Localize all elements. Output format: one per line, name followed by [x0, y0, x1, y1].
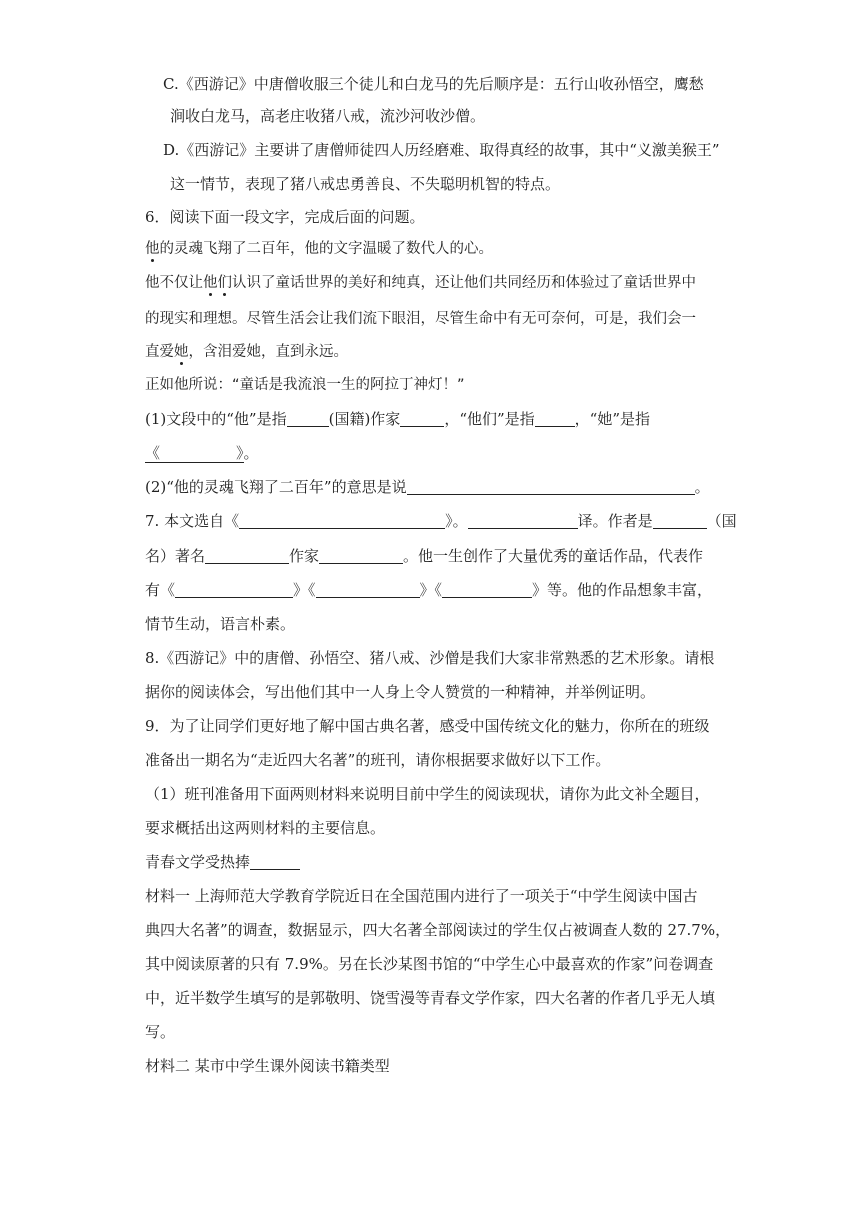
answer-blank[interactable]: [175, 581, 293, 598]
q7-text-c: 译。作者是: [577, 512, 653, 530]
q9-material1-line2: 典四大名著”的调查，数据显示，四大名著全部阅读过的学生仅占被调查人数的 27.7%，: [145, 921, 731, 939]
answer-blank[interactable]: [287, 410, 329, 427]
period: 。: [694, 478, 710, 496]
q6-passage-line1: [145, 239, 493, 259]
q6-sub1-line1: [145, 409, 650, 429]
q9-material1-line4: 中，近半数学生填写的是郭敬明、饶雪漫等青春文学作家，四大名著的作者几乎无人填: [145, 989, 716, 1007]
answer-blank[interactable]: [442, 581, 532, 598]
q6-sub1-line2: [145, 443, 259, 463]
q6-sub1-text-d: ，“她”是指: [574, 410, 650, 428]
q6-passage-line1-text: 的灵魂飞翔了二百年，他的文字温暖了数代人的心。: [159, 241, 493, 257]
q7-text-e: 名）著名: [145, 547, 206, 565]
q9-material2-line: 材料二 某市中学生课外阅读书籍类型: [145, 1057, 390, 1075]
q6-passage-line4: [145, 342, 348, 362]
q9-material1-line1: 材料一 上海师范大学教育学院近日在全国范围内进行了一项关于“中学生阅读中国古: [145, 887, 698, 905]
q9-material1-line3: 其中阅读原著的只有 7.9%。另在长沙某图书馆的“中学生心中最喜欢的作家”问卷调查: [145, 955, 714, 973]
answer-blank[interactable]: [316, 581, 420, 598]
answer-blank[interactable]: [319, 547, 403, 564]
answer-blank[interactable]: [653, 512, 707, 529]
q6-passage-line2-a: 他不仅让: [145, 275, 203, 291]
q8-line1: 8.《西游记》中的唐僧、孙悟空、猪八戒、沙僧是我们大家非常熟悉的艺术形象。请根: [145, 649, 715, 667]
q6-passage-line4-a: 直爱: [145, 344, 174, 360]
emphasis-ta2: 她: [174, 344, 189, 360]
q7-text-k: 》等。他的作品想象丰富，: [532, 581, 713, 599]
q8-line2: 据你的阅读体会，写出他们其中一人身上令人赞赏的一种精神，并举例证明。: [145, 683, 656, 701]
q7-text-g: 。他一生创作了大量优秀的童话作品，代表作: [403, 547, 704, 565]
q9-title-text: 青春文学受热捧: [145, 853, 251, 871]
q7-text-h: 有《: [145, 581, 176, 599]
answer-blank[interactable]: [468, 512, 578, 529]
q9-material1-line5: 写。: [145, 1023, 176, 1041]
q9-title-line: [145, 852, 300, 872]
q6-passage-line2: [145, 273, 696, 293]
q7-text-i: 》《: [293, 581, 316, 599]
q6-passage-line2-b: 认识了童话世界的美好和纯真，还让他们共同经历和体验过了童话世界中: [232, 275, 696, 291]
q5-option-d-line2: 这一情节，表现了猪八戒忠勇善良、不失聪明机智的特点。: [170, 175, 561, 193]
q6-sub2: [145, 477, 710, 497]
q7-text-b: 》。: [445, 512, 468, 530]
emphasis-he: 他: [145, 241, 160, 257]
book-title-blank[interactable]: [145, 444, 244, 463]
answer-blank[interactable]: [239, 512, 445, 529]
answer-blank[interactable]: [400, 410, 444, 427]
q7-text-f: 作家: [289, 547, 320, 565]
q7-line3: [145, 580, 712, 600]
q6-sub1-text-c: ，“他们”是指: [444, 410, 535, 428]
close-bracket: 》: [236, 444, 244, 462]
q9-sub1-line2: 要求概括出这两则材料的主要信息。: [145, 819, 386, 837]
emphasis-men: 们: [217, 275, 232, 291]
answer-blank[interactable]: [205, 547, 289, 564]
q6-sub1-text-b: (国籍)作家: [328, 410, 401, 428]
q7-text-j: 》《: [419, 581, 443, 599]
q7-text-a: 7. 本文选自《: [145, 512, 240, 530]
q6-stem: 6．阅读下面一段文字，完成后面的问题。: [145, 208, 425, 226]
q9-line1: 9．为了让同学们更好地了解中国古典名著，感受中国传统文化的魅力，你所在的班级: [145, 717, 710, 735]
answer-blank[interactable]: [250, 853, 300, 870]
q7-line1: [145, 511, 737, 531]
answer-blank[interactable]: [407, 478, 695, 495]
q7-text-d: （国: [706, 512, 737, 530]
q5-option-c-line2: 涧收白龙马，高老庄收猪八戒，流沙河收沙僧。: [170, 107, 486, 125]
q9-line2: 准备出一期名为“走近四大名著”的班刊，请你根据要求做好以下工作。: [145, 751, 611, 769]
q6-passage-line3: 的现实和理想。尽管生活会让我们流下眼泪，尽管生命中有无可奈何，可是，我们会一: [145, 311, 696, 327]
q5-option-c-line1: C.《西游记》中唐僧收服三个徒儿和白龙马的先后顺序是：五行山收孙悟空，鹰愁: [163, 75, 704, 93]
q7-line2: [145, 546, 703, 566]
q9-sub1-line1: （1）班刊准备用下面两则材料来说明目前中学生的阅读现状，请你为此文补全题目，: [145, 785, 710, 803]
answer-blank[interactable]: [535, 410, 575, 427]
open-bracket: 《: [145, 444, 161, 462]
q5-option-d-line1: D.《西游记》主要讲了唐僧师徒四人历经磨难、取得真经的故事，其中“义激美猴王”: [163, 141, 720, 159]
q6-sub2-text: (2)“他的灵魂飞翔了二百年”的意思是说: [145, 478, 407, 496]
q6-passage-line5: 正如他所说：“童话是我流浪一生的阿拉丁神灯！”: [145, 377, 465, 393]
q7-line4: 情节生动，语言朴素。: [145, 615, 296, 633]
emphasis-ta: 他: [203, 275, 218, 291]
period: 。: [243, 444, 259, 462]
q6-sub1-text-a: (1)文段中的“他”是指: [145, 410, 287, 428]
q6-passage-line4-b: ，含泪爱她，直到永远。: [188, 344, 348, 360]
